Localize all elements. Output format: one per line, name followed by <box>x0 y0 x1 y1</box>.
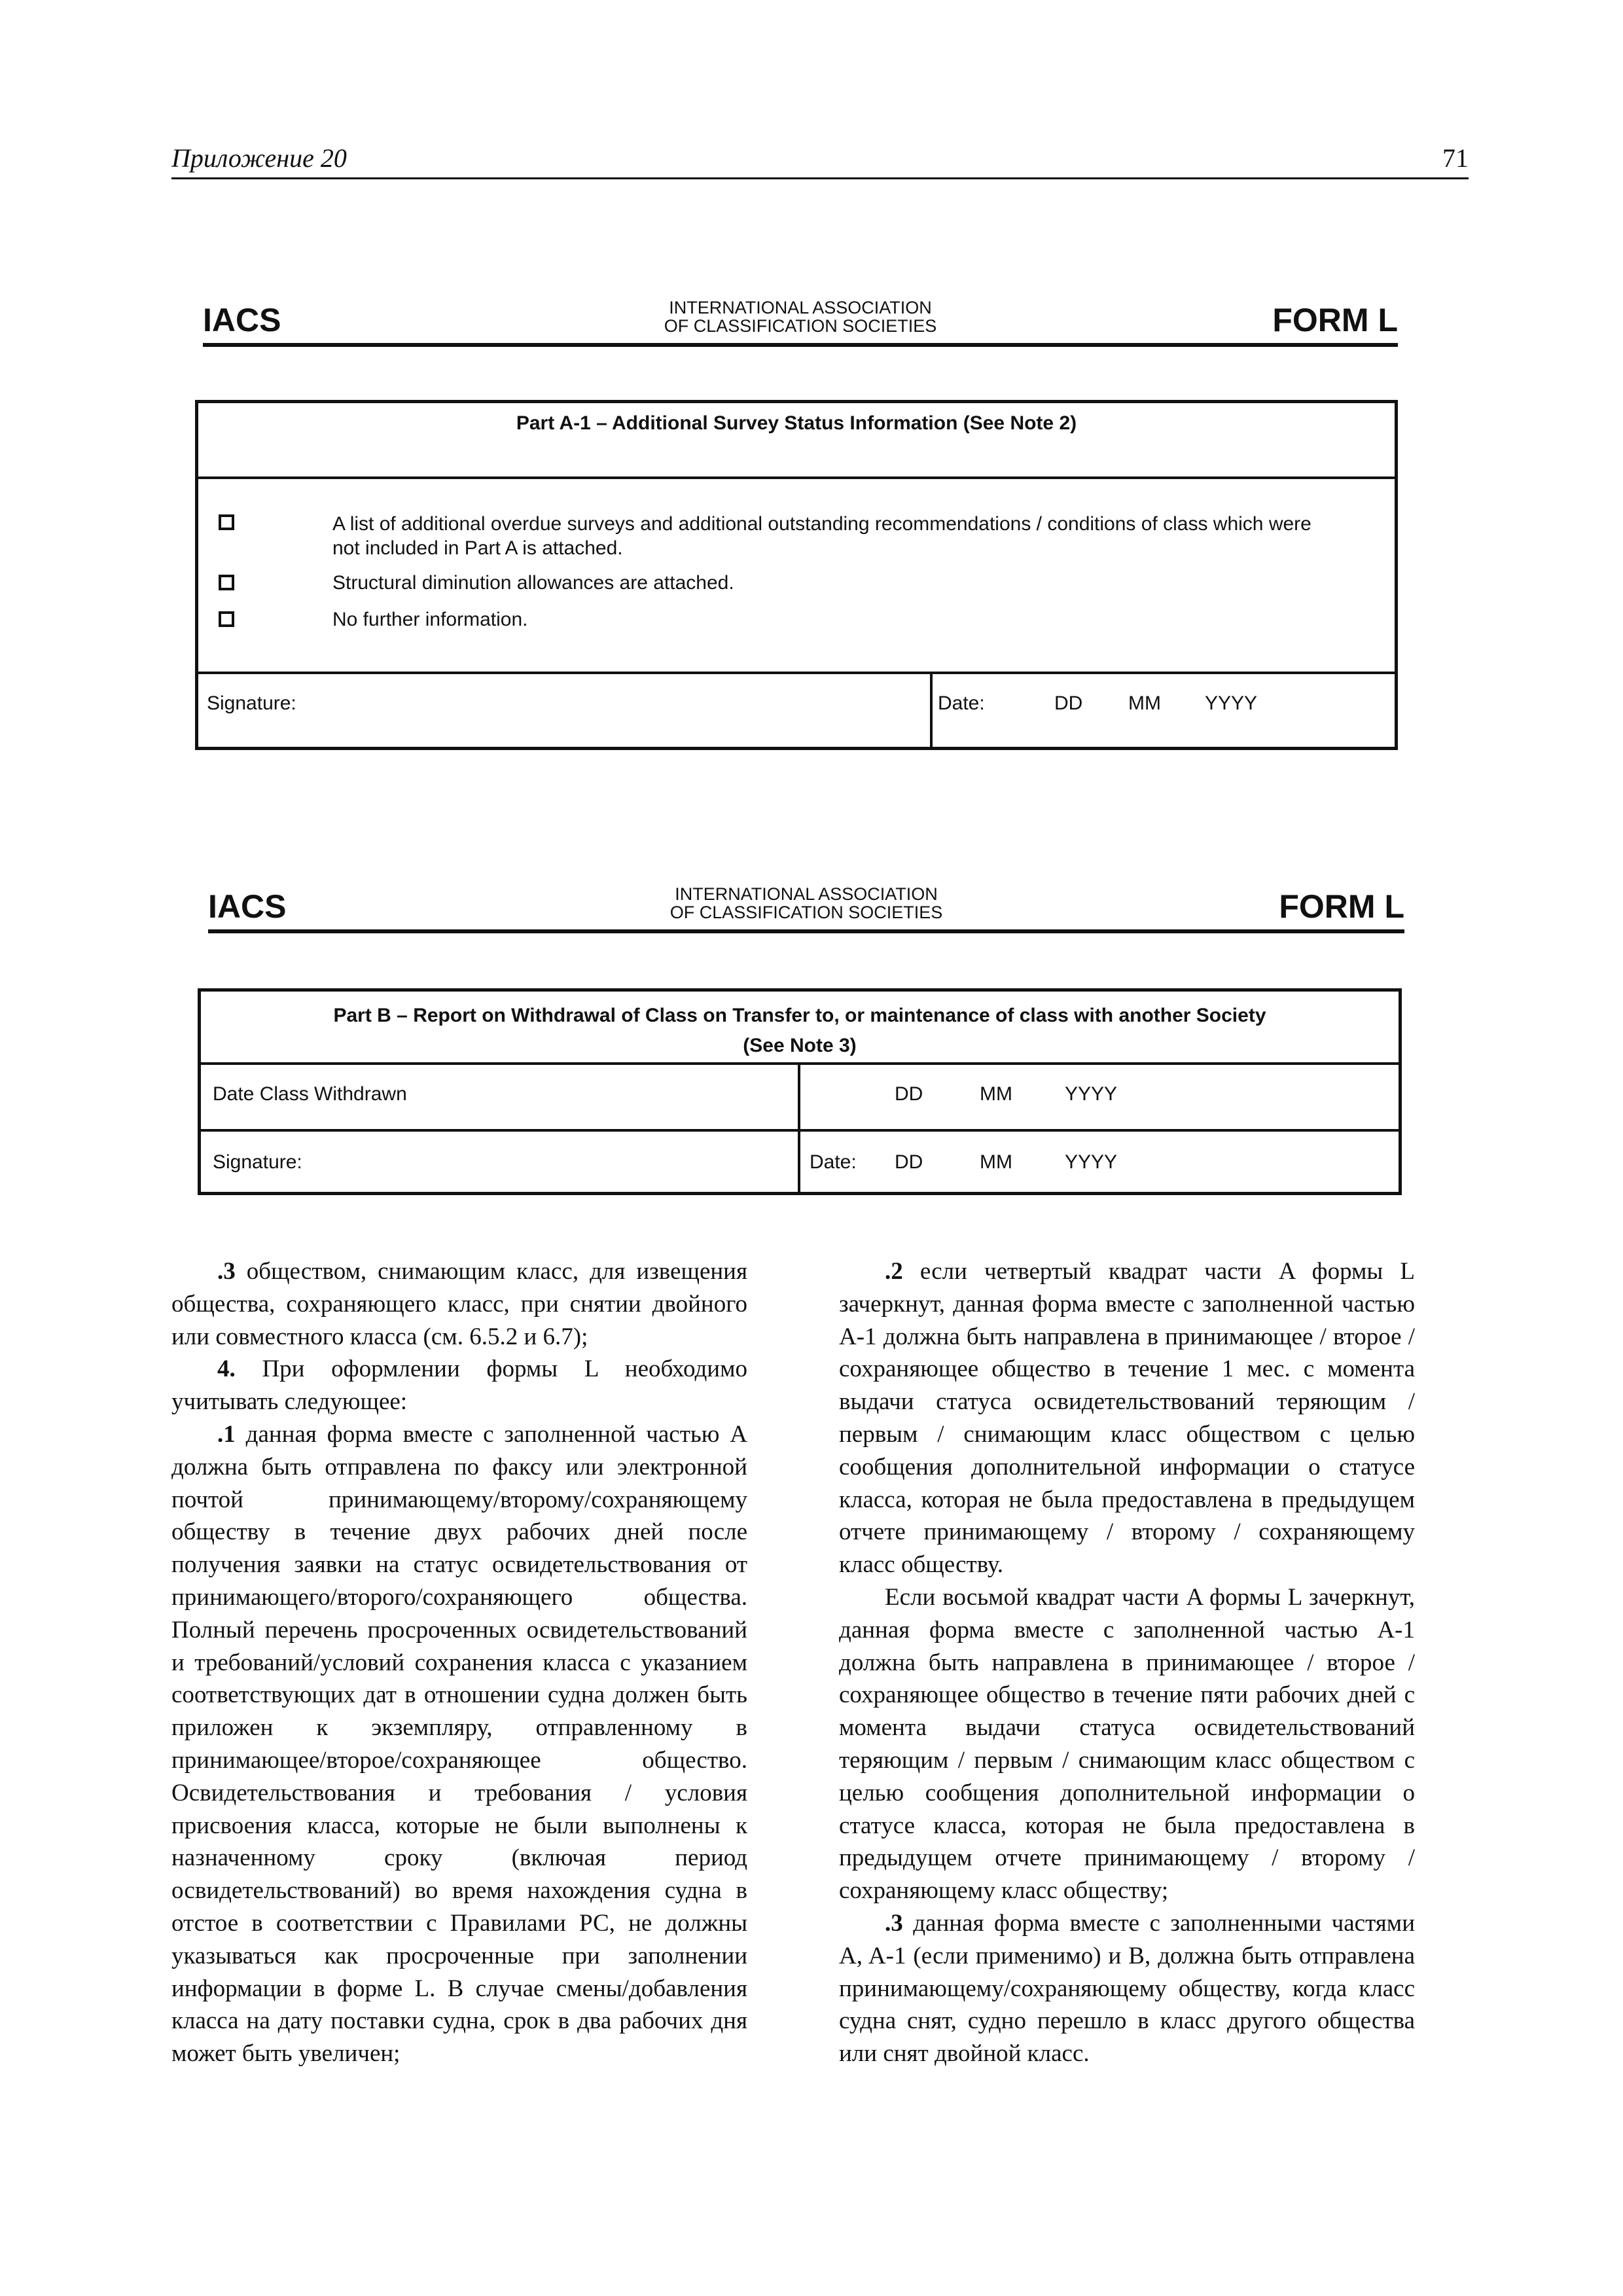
form2-header-rule <box>208 929 1404 933</box>
form2-title <box>201 1001 1399 1061</box>
form1-date-label: Date: <box>938 692 985 714</box>
form2-withdrawn-mm: MM <box>980 1083 1012 1105</box>
paragraph <box>171 1255 747 1353</box>
paragraph-number: .1 <box>217 1420 236 1448</box>
form1-form-label: FORM L <box>1272 302 1398 338</box>
form2-association-line2: OF CLASSIFICATION SOCIETIES <box>669 903 943 922</box>
form1-header <box>203 297 1398 347</box>
paragraph-text: данная форма вместе с заполненными частями A, A-1 (если применимо) и B, должна быть отправлена принимающему/сохраняющему обществу, когда класс судна снят, судно перешло в класс другого общества или снят двойной класс. <box>839 1909 1415 2068</box>
form1-iacs-label: IACS <box>203 302 281 338</box>
paragraph-number: .3 <box>885 1909 903 1937</box>
form1-association-line2: OF CLASSIFICATION SOCIETIES <box>664 316 937 336</box>
paragraph-text: если четвертый квадрат части A формы L зачеркнут, данная форма вместе с заполненной частью A-1 должна быть направлена в принимающее / второе / сохраняющее общество в течение 1 мес. с момента выдачи статуса освидетельствований теряющим / первым / снимающим класс обществом с целью сообщения дополнительной информации о статусе класса, которая не была предоставлена в предыдущем отчете принимающему / второму / сохраняющему класс обществу. <box>839 1258 1415 1579</box>
form1-signature-date-divider <box>930 672 933 747</box>
paragraph <box>839 1907 1415 2070</box>
form2-withdrawn-dd: DD <box>895 1083 923 1105</box>
form1-date-yyyy: YYYY <box>1205 692 1258 714</box>
form1-option-1-line2: not included in Part A is attached. <box>332 537 623 559</box>
form2-title-line1: Part B – Report on Withdrawal of Class on Transfer to, or maintenance of class with another Society <box>333 1005 1266 1026</box>
form1-option-1-line1: A list of additional overdue surveys and additional outstanding recommendations / conditions of class which were <box>332 513 1311 535</box>
form2-signature-label: Signature: <box>213 1151 302 1173</box>
paragraph-text: обществом, снимающим класс, для извещения общества, сохраняющего класс, при снятии двойного или совместного класса (см. 6.5.2 и 6.7); <box>171 1258 747 1350</box>
paragraph-number: .2 <box>885 1258 903 1285</box>
form1-header-rule <box>203 343 1398 347</box>
form1-association-line1: INTERNATIONAL ASSOCIATION <box>669 298 932 317</box>
form1-association <box>203 298 1398 335</box>
form1-box <box>195 400 1398 750</box>
form2-iacs-label: IACS <box>208 888 287 925</box>
paragraph <box>839 1255 1415 1581</box>
form1-title: Part A-1 – Additional Survey Status Information (See Note 2) <box>516 412 1077 434</box>
form2-date-dd: DD <box>895 1151 923 1173</box>
form1-checkbox-3[interactable] <box>219 611 234 627</box>
form2-date-yyyy: YYYY <box>1065 1151 1118 1173</box>
form2-column-divider <box>798 1062 800 1192</box>
form2-date-label: Date: <box>810 1151 857 1173</box>
form1-option-3: No further information. <box>332 609 528 630</box>
form1-checkbox-1[interactable] <box>219 514 234 530</box>
paragraph-text: При оформлении формы L необходимо учитывать следующее: <box>171 1355 747 1416</box>
form1-checkbox-2[interactable] <box>219 575 234 590</box>
header-rule <box>171 177 1469 179</box>
form2-association <box>208 885 1404 922</box>
body-left-column <box>171 1255 747 2070</box>
form2-withdrawn-label: Date Class Withdrawn <box>213 1083 407 1105</box>
form2-header <box>208 884 1404 933</box>
form2-withdrawn-yyyy: YYYY <box>1065 1083 1118 1105</box>
form1-date-dd: DD <box>1054 692 1083 714</box>
paragraph-text: Если восьмой квадрат части A формы L зачеркнут, данная форма вместе с заполненной частью A-1 должна быть направлена в принимающее / второе / сохраняющее общество в течение пяти рабочих дней с момента выдачи статуса освидетельствований теряющим / первым / снимающим класс обществом с целью сообщения дополнительной информации о статусе класса, которая не была предоставлена в предыдущем отчете принимающему / второму / сохраняющему класс обществу; <box>839 1583 1415 1905</box>
paragraph-number: .3 <box>217 1258 236 1285</box>
form1-signature-label: Signature: <box>207 692 296 714</box>
form2-date-mm: MM <box>980 1151 1012 1173</box>
paragraph <box>171 1353 747 1418</box>
form2-association-line1: INTERNATIONAL ASSOCIATION <box>675 884 938 904</box>
form2-form-label: FORM L <box>1279 888 1404 925</box>
page-number: 71 <box>1442 143 1469 173</box>
running-header-title: Приложение 20 <box>171 143 347 173</box>
form2-box <box>198 988 1402 1195</box>
paragraph <box>171 1418 747 2070</box>
form1-divider-bottom <box>198 672 1395 674</box>
form1-option-1 <box>332 512 1311 560</box>
form1-date-mm: MM <box>1128 692 1161 714</box>
form1-option-2: Structural diminution allowances are attached. <box>332 572 734 594</box>
paragraph-text: данная форма вместе с заполненной частью A должна быть отправлена по факсу или электронной почтой принимающему/второму/сохраняющему обществу в течение двух рабочих дней после получения заявки на статус освидетельствования от принимающего/второго/сохраняющего общества. Полный перечень просроченных освидетельствований и требований/условий сохранения класса с указанием соответствующих дат в отношении судна должен быть приложен к экземпляру, отправленному в принимающее/второе/сохраняющее общество. Освидетельствования и требования / условия присвоения класса, которые не были выполнены к назначенному сроку (включая период освидетельствований) во время нахождения судна в отстое в соответствии с Правилами РС, не должны указываться как просроченные при заполнении информации в форме L. В случае смены/добавления класса на дату поставки судна, срок в два рабочих дня может быть увеличен; <box>171 1420 747 2068</box>
form2-title-line2: (See Note 3) <box>743 1035 857 1056</box>
body-right-column <box>839 1255 1415 2070</box>
paragraph <box>839 1581 1415 1907</box>
form1-divider-top <box>198 476 1395 479</box>
paragraph-number: 4. <box>217 1355 236 1383</box>
